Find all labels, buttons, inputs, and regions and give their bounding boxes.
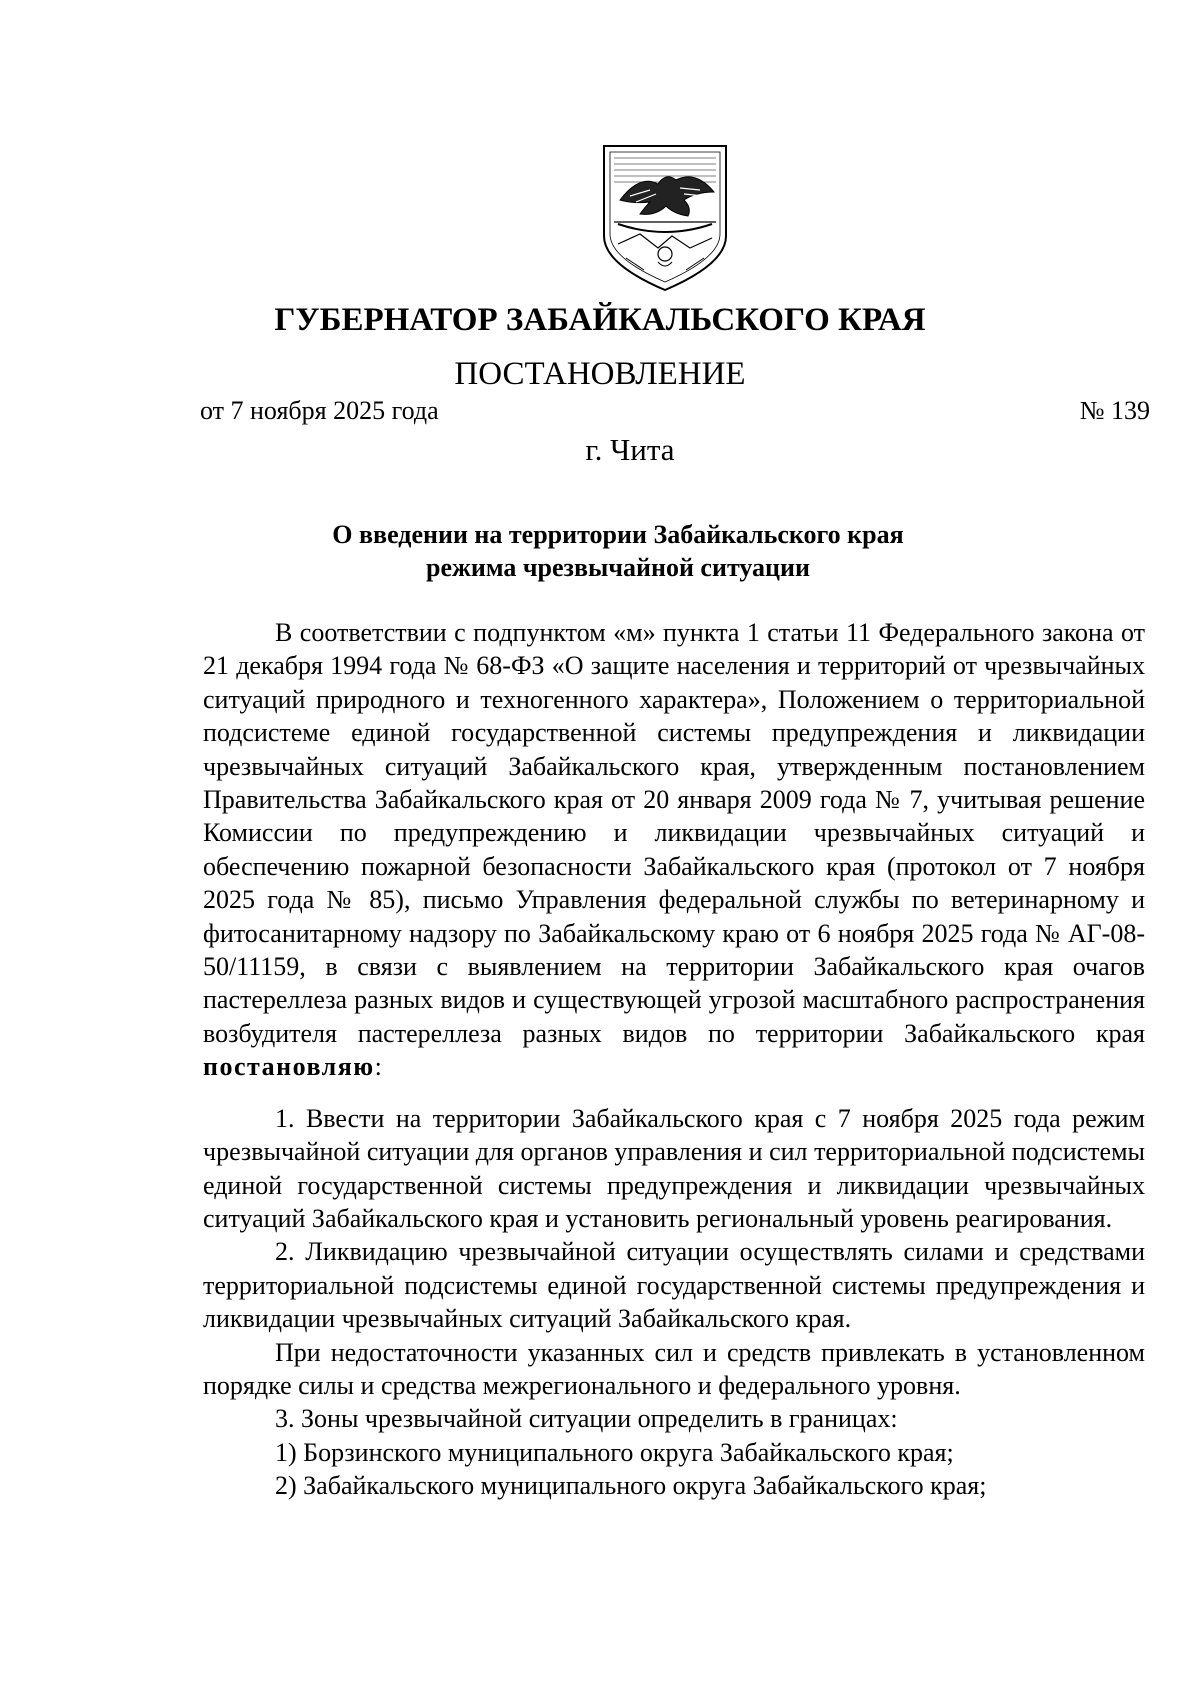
item-3-subitem-2: 2) Забайкальского муниципального округа Забайкальского края; xyxy=(275,1471,987,1501)
document-date: от 7 ноября 2025 года xyxy=(200,396,439,425)
preamble-paragraph xyxy=(203,616,1145,1084)
item-2-paragraph: 2. Ликвидацию чрезвычайной ситуации осуществлять силами и средствами территориальной подсистемы единой государственной системы предупреждения и ликвидации чрезвычайных ситуаций Забайкальского края. xyxy=(203,1237,1145,1334)
resolution-keyword: постановляю xyxy=(203,1052,375,1082)
issuing-authority: ГУБЕРНАТОР ЗАБАЙКАЛЬСКОГО КРАЯ xyxy=(274,302,926,338)
preamble-colon: : xyxy=(374,1052,382,1082)
coat-of-arms-icon xyxy=(600,144,730,292)
document-title-line-1: О введении на территории Забайкальского края xyxy=(332,520,904,549)
document-body xyxy=(203,616,1145,1503)
document-city: г. Чита xyxy=(585,432,675,467)
item-3-paragraph: 3. Зоны чрезвычайной ситуации определить в границах: xyxy=(275,1404,898,1434)
document-title-line-2: режима чрезвычайной ситуации xyxy=(426,553,810,582)
document-title xyxy=(0,518,1200,584)
preamble-text: В соответствии с подпунктом «м» пункта 1 статьи 11 Федерального закона от 21 декабря 1994 года № 68-ФЗ «О защите населения и территорий от чрезвычайных ситуаций природного и техногенного характера», Положением о территориальной подсистеме единой государственной системы предупреждения и ликвидации чрезвычайных ситуаций Забайкальского края, утвержденным постановлением Правительства Забайкальского края от 20 января 2009 года № 7, учитывая решение Комиссии по предупреждению и ликвидации чрезвычайных ситуаций и обеспечению пожарной безопасности Забайкальского края (протокол от 7 ноября 2025 года № 85), письмо Управления федеральной службы по ветеринарному и фитосанитарному надзору по Забайкальскому краю от 6 ноября 2025 года № АГ-08-50/11159, в связи с выявлением на территории Забайкальского края очагов пастереллеза разных видов и существующей угрозой масштабного распространения возбудителя пастереллеза разных видов по территории Забайкальского края xyxy=(203,618,1145,1048)
document-type: ПОСТАНОВЛЕНИЕ xyxy=(454,356,746,392)
item-2-continuation-paragraph: При недостаточности указанных сил и средств привлекать в установленном порядке силы и средства межрегионального и федерального уровня. xyxy=(203,1337,1145,1400)
item-3-subitem-1: 1) Борзинского муниципального округа Забайкальского края; xyxy=(275,1437,954,1467)
item-1-paragraph: 1. Ввести на территории Забайкальского края с 7 ноября 2025 года режим чрезвычайной ситуации для органов управления и сил территориальной подсистемы единой государственной системы предупреждения и ликвидации чрезвычайных ситуаций Забайкальского края и установить региональный уровень реагирования. xyxy=(203,1103,1145,1233)
document-number: № 139 xyxy=(1079,396,1150,425)
